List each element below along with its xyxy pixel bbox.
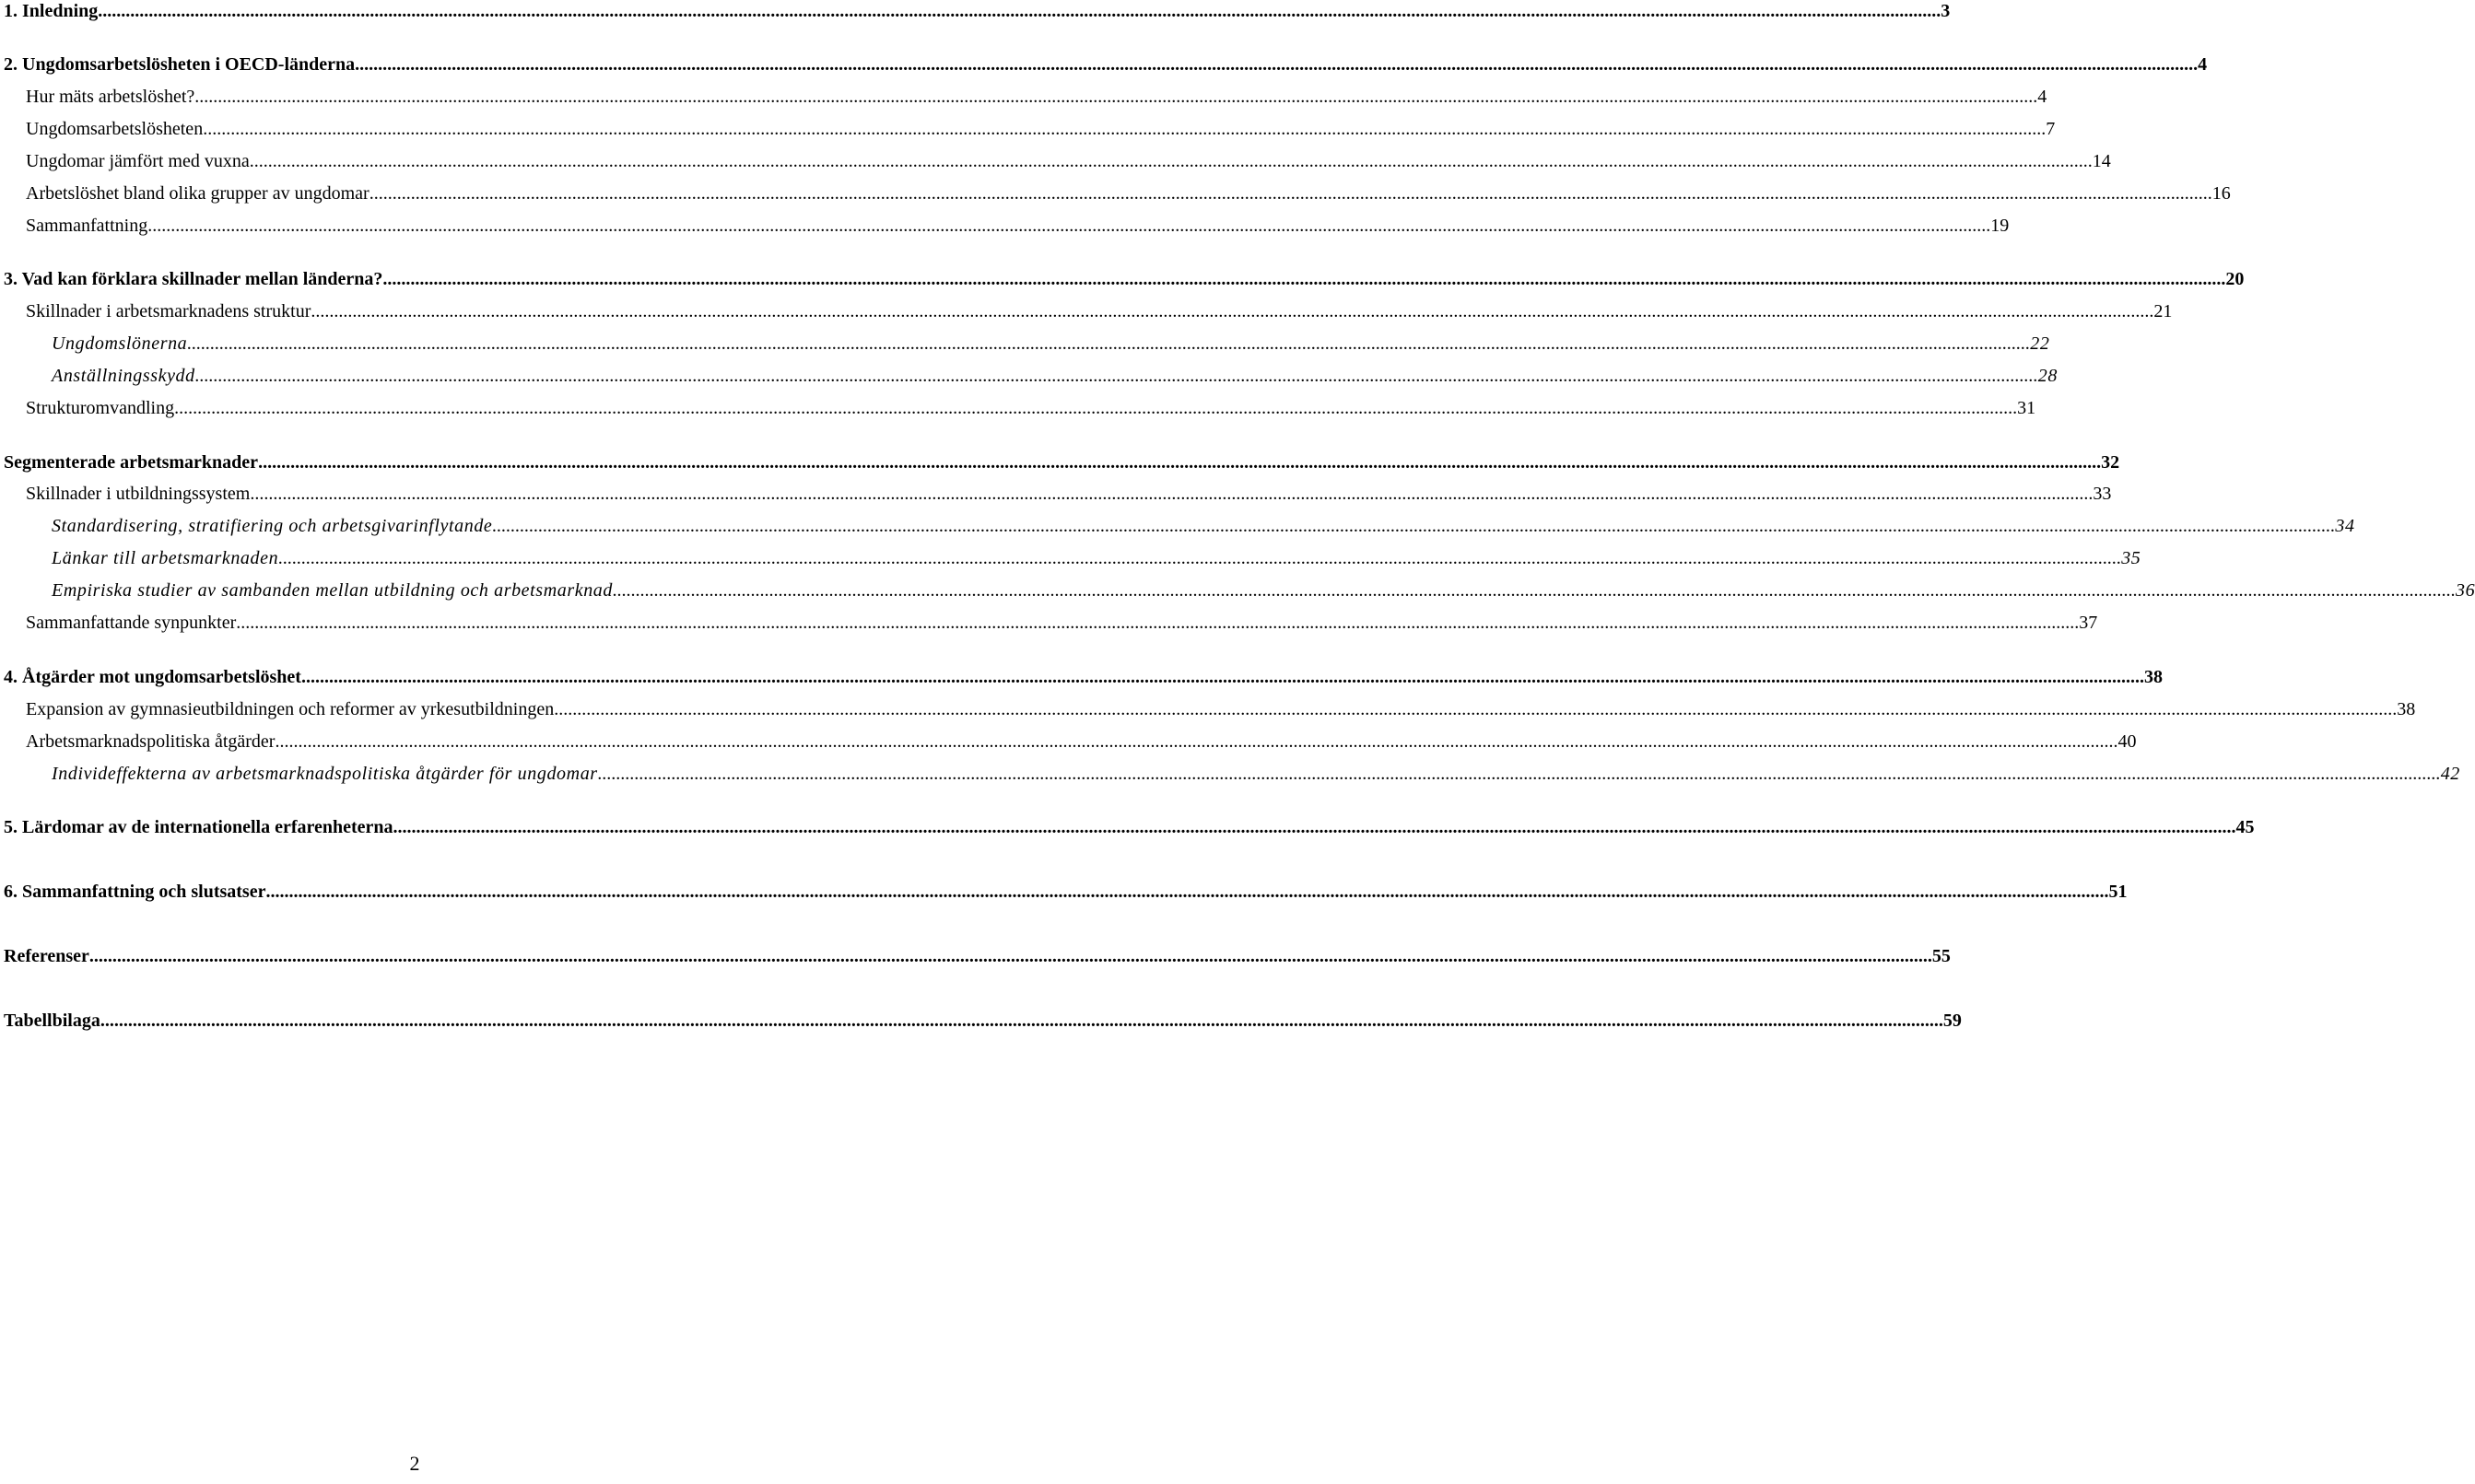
toc-entry[interactable] <box>26 483 2112 505</box>
toc-entry-title: 3. Vad kan förklara skillnader mellan länderna? <box>4 269 383 289</box>
dot-leader: ................................................................................................................................................................................................................................................................................................................................................................................................................ <box>275 731 2118 752</box>
dot-leader: ................................................................................................................................................................................................................................................................................................................................................................................................................ <box>613 580 2456 601</box>
dot-leader: ................................................................................................................................................................................................................................................................................................................................................................................................................ <box>250 484 2094 504</box>
dot-leader: ................................................................................................................................................................................................................................................................................................................................................................................................................ <box>311 301 2154 321</box>
dot-leader: ................................................................................................................................................................................................................................................................................................................................................................................................................ <box>236 613 2080 633</box>
toc-entry-title: Ungdomsarbetslösheten <box>26 119 204 139</box>
toc-entry-page-number: 59 <box>1942 1011 1962 1031</box>
toc-entry-title: Ungdomar jämfört med vuxna <box>26 151 250 171</box>
toc-entry-page-number: 31 <box>2017 398 2036 418</box>
toc-entry-page-number: 51 <box>2108 882 2128 902</box>
toc-entry-page-number: 42 <box>2440 764 2460 784</box>
toc-entry-page-number: 20 <box>2225 269 2245 289</box>
dot-leader: ................................................................................................................................................................................................................................................................................................................................................................................................................ <box>300 667 2144 687</box>
toc-entry-page-number: 21 <box>2153 301 2173 321</box>
toc-entry-title: Arbetsmarknadspolitiska åtgärder <box>26 731 276 752</box>
toc-entry-title: Ungdomslönerna <box>52 333 188 354</box>
toc-entry[interactable] <box>52 515 2355 537</box>
toc-entry-title: Sammanfattande synpunkter <box>26 613 237 633</box>
dot-leader: ................................................................................................................................................................................................................................................................................................................................................................................................................ <box>492 516 2336 536</box>
toc-entry[interactable] <box>52 547 2141 569</box>
toc-entry-title: Standardisering, stratifiering och arbetsgivarinflytande <box>52 516 493 536</box>
dot-leader: ................................................................................................................................................................................................................................................................................................................................................................................................................ <box>278 548 2122 568</box>
toc-entry[interactable] <box>4 53 2208 76</box>
dot-leader: ................................................................................................................................................................................................................................................................................................................................................................................................................ <box>393 817 2236 837</box>
toc-entry-page-number: 32 <box>2101 452 2120 473</box>
toc-entry-page-number: 37 <box>2079 613 2098 633</box>
toc-entry-title: Segmenterade arbetsmarknader <box>4 452 259 473</box>
toc-entry-page-number: 38 <box>2143 667 2163 687</box>
page-number: 2 <box>409 1452 420 1475</box>
toc-entry[interactable] <box>52 763 2460 785</box>
dot-leader: ................................................................................................................................................................................................................................................................................................................................................................................................................ <box>265 882 2109 902</box>
toc-entry-page-number: 34 <box>2335 516 2355 536</box>
dot-leader: ................................................................................................................................................................................................................................................................................................................................................................................................................ <box>554 699 2398 719</box>
toc-entry-title: Länkar till arbetsmarknaden <box>52 548 279 568</box>
dot-leader: ................................................................................................................................................................................................................................................................................................................................................................................................................ <box>187 333 2031 354</box>
toc-entry[interactable] <box>26 397 2036 419</box>
toc-entry-title: 4. Åtgärder mot ungdomsarbetslöshet <box>4 667 301 687</box>
dot-leader: ................................................................................................................................................................................................................................................................................................................................................................................................................ <box>88 946 1932 966</box>
toc-entry[interactable] <box>4 816 2255 838</box>
toc-entry-title: Expansion av gymnasieutbildningen och reformer av yrkesutbildningen <box>26 699 555 719</box>
toc-entry[interactable] <box>52 333 2050 355</box>
toc-entry[interactable] <box>26 300 2173 322</box>
toc-entry-page-number: 55 <box>1931 946 1951 966</box>
toc-entry[interactable] <box>26 118 2056 140</box>
dot-leader: ................................................................................................................................................................................................................................................................................................................................................................................................................ <box>203 119 2047 139</box>
toc-entry[interactable] <box>26 182 2231 204</box>
toc-entry-title: Skillnader i utbildningssystem <box>26 484 251 504</box>
toc-entry-page-number: 3 <box>1941 1 1951 21</box>
dot-leader: ................................................................................................................................................................................................................................................................................................................................................................................................................ <box>100 1011 1943 1031</box>
dot-leader: ................................................................................................................................................................................................................................................................................................................................................................................................................ <box>258 452 2102 473</box>
toc-entry-page-number: 7 <box>2046 119 2056 139</box>
toc-entry[interactable] <box>26 215 2010 237</box>
toc-entry-page-number: 16 <box>2211 183 2231 204</box>
dot-leader: ................................................................................................................................................................................................................................................................................................................................................................................................................ <box>369 183 2212 204</box>
toc-entry[interactable] <box>26 86 2047 108</box>
toc-entry-page-number: 14 <box>2092 151 2111 171</box>
toc-entry-title: 1. Inledning <box>4 1 99 21</box>
toc-entry[interactable] <box>26 730 2137 753</box>
toc-entry[interactable] <box>4 268 2245 290</box>
dot-leader: ................................................................................................................................................................................................................................................................................................................................................................................................................ <box>98 1 1941 21</box>
toc-entry-title: Skillnader i arbetsmarknadens struktur <box>26 301 311 321</box>
toc-entry[interactable] <box>4 451 2120 473</box>
toc-entry-page-number: 4 <box>2198 54 2208 75</box>
dot-leader: ................................................................................................................................................................................................................................................................................................................................................................................................................ <box>597 764 2441 784</box>
toc-entry-page-number: 35 <box>2121 548 2141 568</box>
toc-entry[interactable] <box>4 945 1951 967</box>
toc-entry-page-number: 19 <box>1990 216 2010 236</box>
toc-entry[interactable] <box>4 666 2163 688</box>
toc-entry[interactable] <box>52 579 2475 602</box>
toc-entry[interactable] <box>26 698 2416 720</box>
toc-entry-title: Sammanfattning <box>26 216 148 236</box>
dot-leader: ................................................................................................................................................................................................................................................................................................................................................................................................................ <box>174 398 2018 418</box>
toc-entry-title: Hur mäts arbetslöshet? <box>26 87 195 107</box>
toc-entry-page-number: 22 <box>2030 333 2050 354</box>
toc-entry[interactable] <box>4 881 2128 903</box>
toc-entry-title: Arbetslöshet bland olika grupper av ungdomar <box>26 183 369 204</box>
toc-entry-title: Referenser <box>4 946 89 966</box>
toc-entry[interactable] <box>26 612 2098 634</box>
toc-entry[interactable] <box>26 150 2111 172</box>
toc-entry[interactable] <box>52 365 2058 387</box>
toc-entry-page-number: 36 <box>2456 580 2475 601</box>
toc-entry-page-number: 45 <box>2235 817 2255 837</box>
toc-entry-title: Individeffekterna av arbetsmarknadspolitiska åtgärder för ungdomar <box>52 764 598 784</box>
toc-entry-title: Strukturomvandling <box>26 398 175 418</box>
toc-entry-title: Tabellbilaga <box>4 1011 100 1031</box>
toc-entry-title: 2. Ungdomsarbetslösheten i OECD-länderna <box>4 54 356 75</box>
dot-leader: ................................................................................................................................................................................................................................................................................................................................................................................................................ <box>147 216 1991 236</box>
dot-leader: ................................................................................................................................................................................................................................................................................................................................................................................................................ <box>382 269 2226 289</box>
toc-entry-page-number: 28 <box>2037 366 2058 386</box>
toc-entry-title: 6. Sammanfattning och slutsatser <box>4 882 266 902</box>
toc-entry-title: Empiriska studier av sambanden mellan utbildning och arbetsmarknad <box>52 580 613 601</box>
dot-leader: ................................................................................................................................................................................................................................................................................................................................................................................................................ <box>194 87 2038 107</box>
toc-entry-page-number: 38 <box>2397 699 2416 719</box>
toc-entry-page-number: 4 <box>2037 87 2047 107</box>
toc-entry-page-number: 33 <box>2093 484 2112 504</box>
dot-leader: ................................................................................................................................................................................................................................................................................................................................................................................................................ <box>249 151 2093 171</box>
toc-entry[interactable] <box>4 0 1951 22</box>
dot-leader: ................................................................................................................................................................................................................................................................................................................................................................................................................ <box>355 54 2199 75</box>
dot-leader: ................................................................................................................................................................................................................................................................................................................................................................................................................ <box>194 366 2038 386</box>
toc-entry-title: 5. Lärdomar av de internationella erfarenheterna <box>4 817 393 837</box>
toc-entry[interactable] <box>4 1010 1962 1032</box>
toc-entry-page-number: 40 <box>2117 731 2137 752</box>
toc-entry-title: Anställningsskydd <box>52 366 195 386</box>
